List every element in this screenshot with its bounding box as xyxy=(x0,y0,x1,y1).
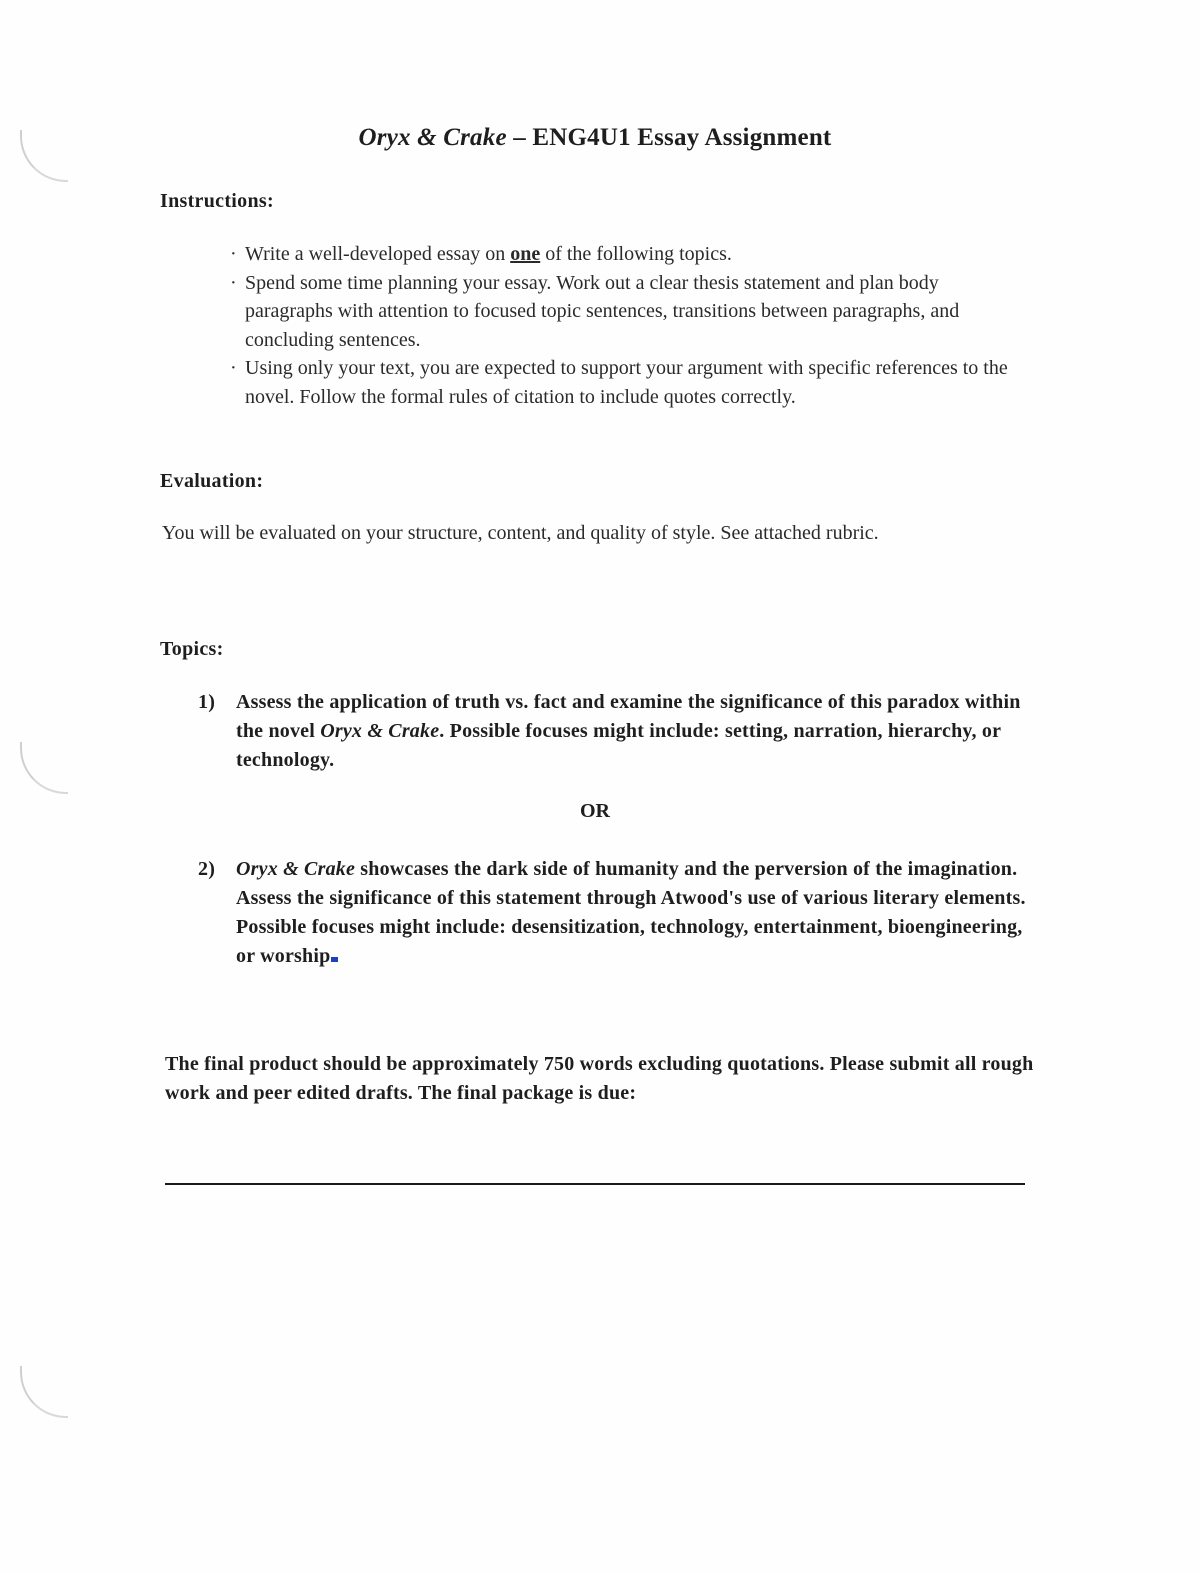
or-separator: OR xyxy=(580,800,610,822)
bullet-dot: · xyxy=(230,357,237,379)
topic-number: 2) xyxy=(198,858,216,880)
topics-heading: Topics: xyxy=(160,638,224,660)
instruction-item: · Using only your text, you are expected to support your argument with specific references to the novel. Follow the formal rules of citation to include quotes correctly. xyxy=(230,354,1030,411)
instructions-heading: Instructions: xyxy=(160,190,274,212)
emphasis-one: one xyxy=(510,243,541,265)
bullet-dot: · xyxy=(230,243,237,265)
final-note: The final product should be approximately 750 words excluding quotations. Please submit all rough work and peer edited drafts. The final package is due: xyxy=(165,1053,1034,1104)
novel-title-italic: Oryx & Crake xyxy=(236,858,356,880)
binder-hole-mark xyxy=(20,742,68,794)
topic-2: 2) Oryx & Crake showcases the dark side of humanity and the perversion of the imagination. Assess the significance of this statement through Atwood's use of various literary elements. Possible focuses might include: desensitization, technology, entertainment, bioengineering, or worship xyxy=(198,855,1028,971)
page-title xyxy=(0,124,1190,152)
novel-title-italic: Oryx & Crake xyxy=(320,720,440,742)
title-course-text: – ENG4U1 Essay Assignment xyxy=(506,124,832,151)
title-novel-name: Oryx & Crake xyxy=(358,124,507,151)
pen-mark xyxy=(331,957,338,962)
instruction-item: · Write a well-developed essay on one of the following topics. xyxy=(230,240,1030,269)
instructions-list xyxy=(230,240,1030,411)
bullet-dot: · xyxy=(230,271,237,294)
topic-number: 1) xyxy=(198,691,216,713)
topic-1: 1) Assess the application of truth vs. fact and examine the significance of this paradox within the novel Oryx & Crake. Possible focuses might include: setting, narration, hierarchy, or technology. xyxy=(198,688,1028,775)
evaluation-heading: Evaluation: xyxy=(160,470,264,492)
binder-hole-mark xyxy=(20,1366,68,1418)
due-date-blank-line xyxy=(165,1183,1025,1185)
evaluation-text: You will be evaluated on your structure, content, and quality of style. See attached rubric. xyxy=(162,522,879,544)
instruction-item: · Spend some time planning your essay. Work out a clear thesis statement and plan body paragraphs with attention to focused topic sentences, transitions between paragraphs, and concluding sentences. xyxy=(230,269,1030,355)
